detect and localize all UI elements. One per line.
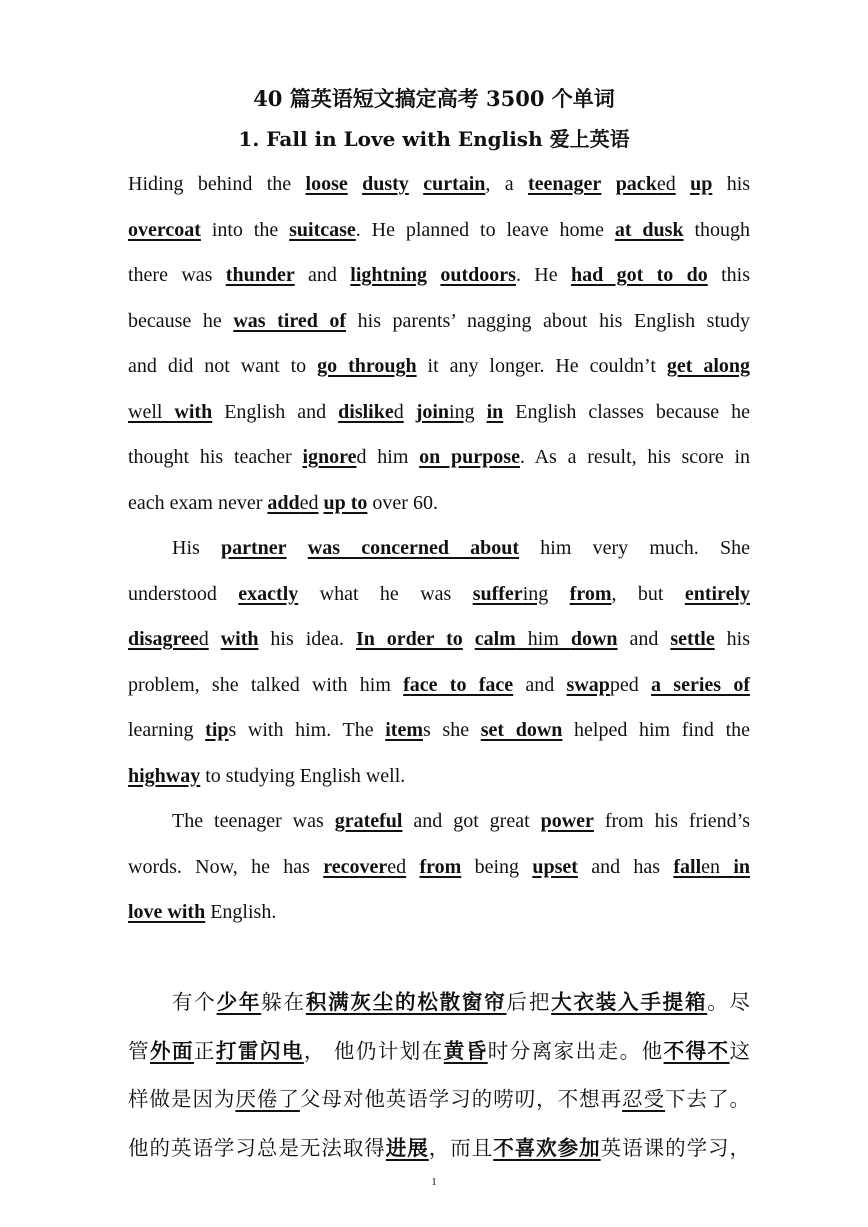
text-line [128, 299, 750, 345]
vocab-keyword: entirely [684, 582, 751, 605]
text-run: understood [128, 582, 239, 605]
vocab-keyword: curtain [423, 173, 486, 195]
text-run: words. Now, he has [128, 855, 324, 878]
vocab-keyword: highway [128, 764, 201, 787]
text-line [128, 617, 750, 663]
text-line [128, 799, 750, 845]
vocab-keyword: item [385, 719, 424, 741]
vocab-keyword: 打雷闪电 [215, 1038, 304, 1063]
text-run: Hiding behind the [128, 173, 306, 195]
underlined-text: 厌倦了 [235, 1087, 300, 1111]
vocab-keyword: calm [474, 628, 516, 650]
english-paragraph-2 [128, 526, 750, 799]
text-run: ped [609, 673, 652, 696]
text-run: . He planned to leave home [355, 218, 615, 241]
text-run: ，而且 [428, 1135, 494, 1160]
underlined-text: well [128, 400, 175, 423]
vocab-keyword: in [733, 855, 751, 878]
vocab-keyword: recover [323, 855, 388, 878]
vocab-keyword: swap [566, 673, 610, 696]
text-run [601, 173, 615, 195]
underlined-text: en [701, 855, 734, 878]
text-line [128, 890, 750, 936]
text-run: over 60. [367, 491, 438, 514]
text-line [128, 390, 750, 436]
vocab-keyword: 大衣装入手提箱 [551, 990, 708, 1014]
text-run: His [172, 537, 221, 559]
text-line [128, 526, 750, 572]
text-run: this [707, 264, 750, 286]
vocab-keyword: loose [305, 173, 348, 195]
text-run: his parents’ nagging about his English study [346, 309, 750, 332]
underlined-text: ing [449, 400, 475, 423]
text-run: and did not want to [128, 355, 318, 377]
text-run: 下去了。 [665, 1087, 751, 1111]
text-run: to studying English well. [200, 764, 406, 787]
vocab-keyword: suitcase [289, 218, 356, 241]
vocab-keyword: dislike [338, 400, 394, 423]
text-run: there was [128, 264, 226, 286]
text-line [128, 253, 750, 299]
english-paragraph-3 [128, 799, 750, 936]
vocab-keyword: from [569, 582, 612, 605]
vocab-keyword: 黄昏 [443, 1038, 488, 1063]
text-run: learning [128, 719, 206, 741]
text-run: s with him. The [228, 719, 386, 741]
vocab-keyword: partner [221, 537, 287, 559]
text-run: him very much. She [519, 537, 750, 559]
vocab-keyword: suffer [472, 582, 523, 605]
text-line [128, 162, 750, 208]
vocab-keyword: upset [532, 855, 578, 878]
text-run [676, 173, 690, 195]
vocab-keyword: was tired of [233, 309, 347, 332]
vocab-keyword: up [690, 173, 713, 195]
vocab-keyword: lightning [350, 264, 427, 286]
text-run: thought his teacher [128, 446, 303, 468]
vocab-keyword: In order to [355, 628, 463, 650]
text-run: s she [423, 719, 481, 741]
vocab-keyword: pack [615, 173, 657, 195]
text-run: 他的英语学习总是无法取得 [128, 1135, 386, 1160]
vocab-keyword: at dusk [614, 218, 684, 241]
text-run [548, 583, 569, 605]
vocab-keyword: 不喜欢参加 [493, 1135, 601, 1160]
text-run: The teenager was [172, 810, 335, 832]
text-line [128, 572, 750, 618]
text-line [128, 1027, 750, 1076]
text-run: 管 [128, 1038, 150, 1063]
vocab-keyword: ignore [302, 446, 357, 468]
text-run: ， 他仍计划在 [303, 1038, 444, 1063]
text-run: his idea. [258, 628, 356, 650]
vocab-keyword: 少年 [216, 990, 262, 1014]
vocab-keyword: fall [673, 855, 702, 878]
chinese-translation-paragraph [128, 978, 750, 1172]
vocab-keyword: set down [480, 719, 563, 741]
text-run: what he was [298, 582, 473, 605]
text-run: 英语课的学习， [600, 1135, 751, 1160]
vocab-keyword: was concerned about [307, 537, 520, 559]
vocab-keyword: face to face [403, 673, 514, 696]
underlined-text: d [393, 400, 404, 423]
text-run: 这 [729, 1038, 751, 1063]
text-run [404, 401, 416, 423]
text-line [128, 1124, 750, 1173]
vocab-keyword: on purpose [419, 446, 520, 468]
text-line [128, 1075, 750, 1124]
text-run [287, 537, 308, 559]
vocab-keyword: overcoat [128, 218, 201, 241]
text-run: d him [356, 446, 420, 468]
text-run: and has [577, 855, 674, 878]
vocab-keyword: 进展 [385, 1135, 429, 1160]
document-title: 40 篇英语短文搞定高考 3500 个单词 [253, 86, 615, 111]
vocab-keyword: get along [666, 355, 750, 377]
underlined-text: d [198, 628, 209, 650]
underlined-text: 忍受 [622, 1087, 666, 1111]
vocab-keyword: grateful [334, 810, 403, 832]
text-run: 有个 [172, 990, 217, 1014]
underlined-text: ing [522, 582, 549, 605]
text-run: , a [485, 173, 529, 195]
text-run: each exam never [128, 491, 268, 514]
text-run: 后把 [506, 990, 552, 1014]
text-run: it any longer. He couldn’t [416, 355, 667, 377]
text-run: 正 [193, 1038, 216, 1063]
text-run: helped him find the [562, 719, 751, 741]
vocab-keyword: 积满灰尘的松散窗帘 [305, 990, 507, 1014]
text-line [128, 344, 750, 390]
text-run [427, 264, 440, 286]
text-line [128, 435, 750, 481]
text-run: . As a result, his score in [519, 446, 751, 468]
vocab-keyword: thunder [225, 264, 295, 286]
text-run: into the [200, 218, 290, 241]
vocab-keyword: with [220, 628, 259, 650]
vocab-keyword: from [419, 855, 462, 878]
vocab-keyword: disagree [128, 628, 199, 650]
vocab-keyword: had got to do [570, 264, 708, 286]
vocab-keyword: exactly [238, 582, 299, 605]
vocab-keyword: add [267, 491, 300, 514]
text-run [209, 628, 221, 650]
vocab-keyword: go through [317, 355, 417, 377]
text-run: and [617, 628, 671, 650]
vocab-keyword: tip [205, 719, 229, 741]
english-paragraph-1 [128, 162, 750, 526]
text-run [406, 856, 419, 878]
vocab-keyword: teenager [528, 173, 602, 195]
text-run: his [712, 173, 751, 195]
text-run: . He [515, 264, 571, 286]
underlined-text: him [515, 628, 571, 650]
text-line [128, 754, 750, 800]
vocab-keyword: with [174, 400, 213, 423]
vocab-keyword: join [415, 400, 450, 423]
text-line [128, 708, 750, 754]
text-run: 躲在 [261, 990, 306, 1014]
text-run: English. [205, 901, 277, 923]
vocab-keyword: in [486, 400, 504, 423]
text-run: 样做是因为 [128, 1087, 236, 1111]
text-run: , but [611, 582, 685, 605]
underlined-text: ed [387, 855, 407, 878]
text-run [409, 173, 423, 195]
text-line [128, 978, 750, 1027]
text-run: and [294, 264, 351, 286]
text-run: English classes because he [503, 400, 751, 423]
vocab-keyword: 外面 [149, 1038, 194, 1063]
text-run: English and [212, 400, 339, 423]
vocab-keyword: love with [128, 901, 206, 923]
text-line [128, 845, 750, 891]
text-run: and [513, 673, 567, 696]
vocab-keyword: settle [670, 628, 715, 650]
text-run: problem, she talked with him [128, 673, 404, 696]
text-run: his [714, 628, 751, 650]
text-line [128, 663, 750, 709]
text-run: because he [128, 309, 234, 332]
vocab-keyword: down [570, 628, 618, 650]
text-run: being [461, 855, 533, 878]
vocab-keyword: power [540, 810, 594, 832]
text-run: 。尽 [707, 990, 751, 1014]
story-title: 1. Fall in Love with English 爱上英语 [238, 127, 630, 151]
underlined-text: ed [299, 491, 319, 514]
text-run: 父母对他英语学习的唠叨，不想再 [299, 1087, 623, 1111]
text-run [475, 401, 487, 423]
text-run: 时分离家出走。他 [487, 1038, 664, 1063]
vocab-keyword: outdoors [440, 264, 516, 286]
vocab-keyword: a series of [651, 673, 750, 696]
text-run [348, 173, 362, 195]
text-line [128, 208, 750, 254]
text-run: and got great [402, 810, 541, 832]
vocab-keyword: up to [323, 491, 368, 514]
text-line [128, 481, 750, 527]
text-run: though [683, 218, 751, 241]
vocab-keyword: 不得不 [663, 1038, 730, 1063]
underlined-text: ed [656, 173, 676, 195]
vocab-keyword: dusty [362, 173, 409, 195]
text-run [463, 628, 475, 650]
text-run: from his friend’s [593, 810, 751, 832]
page-number: 1 [431, 1176, 437, 1188]
